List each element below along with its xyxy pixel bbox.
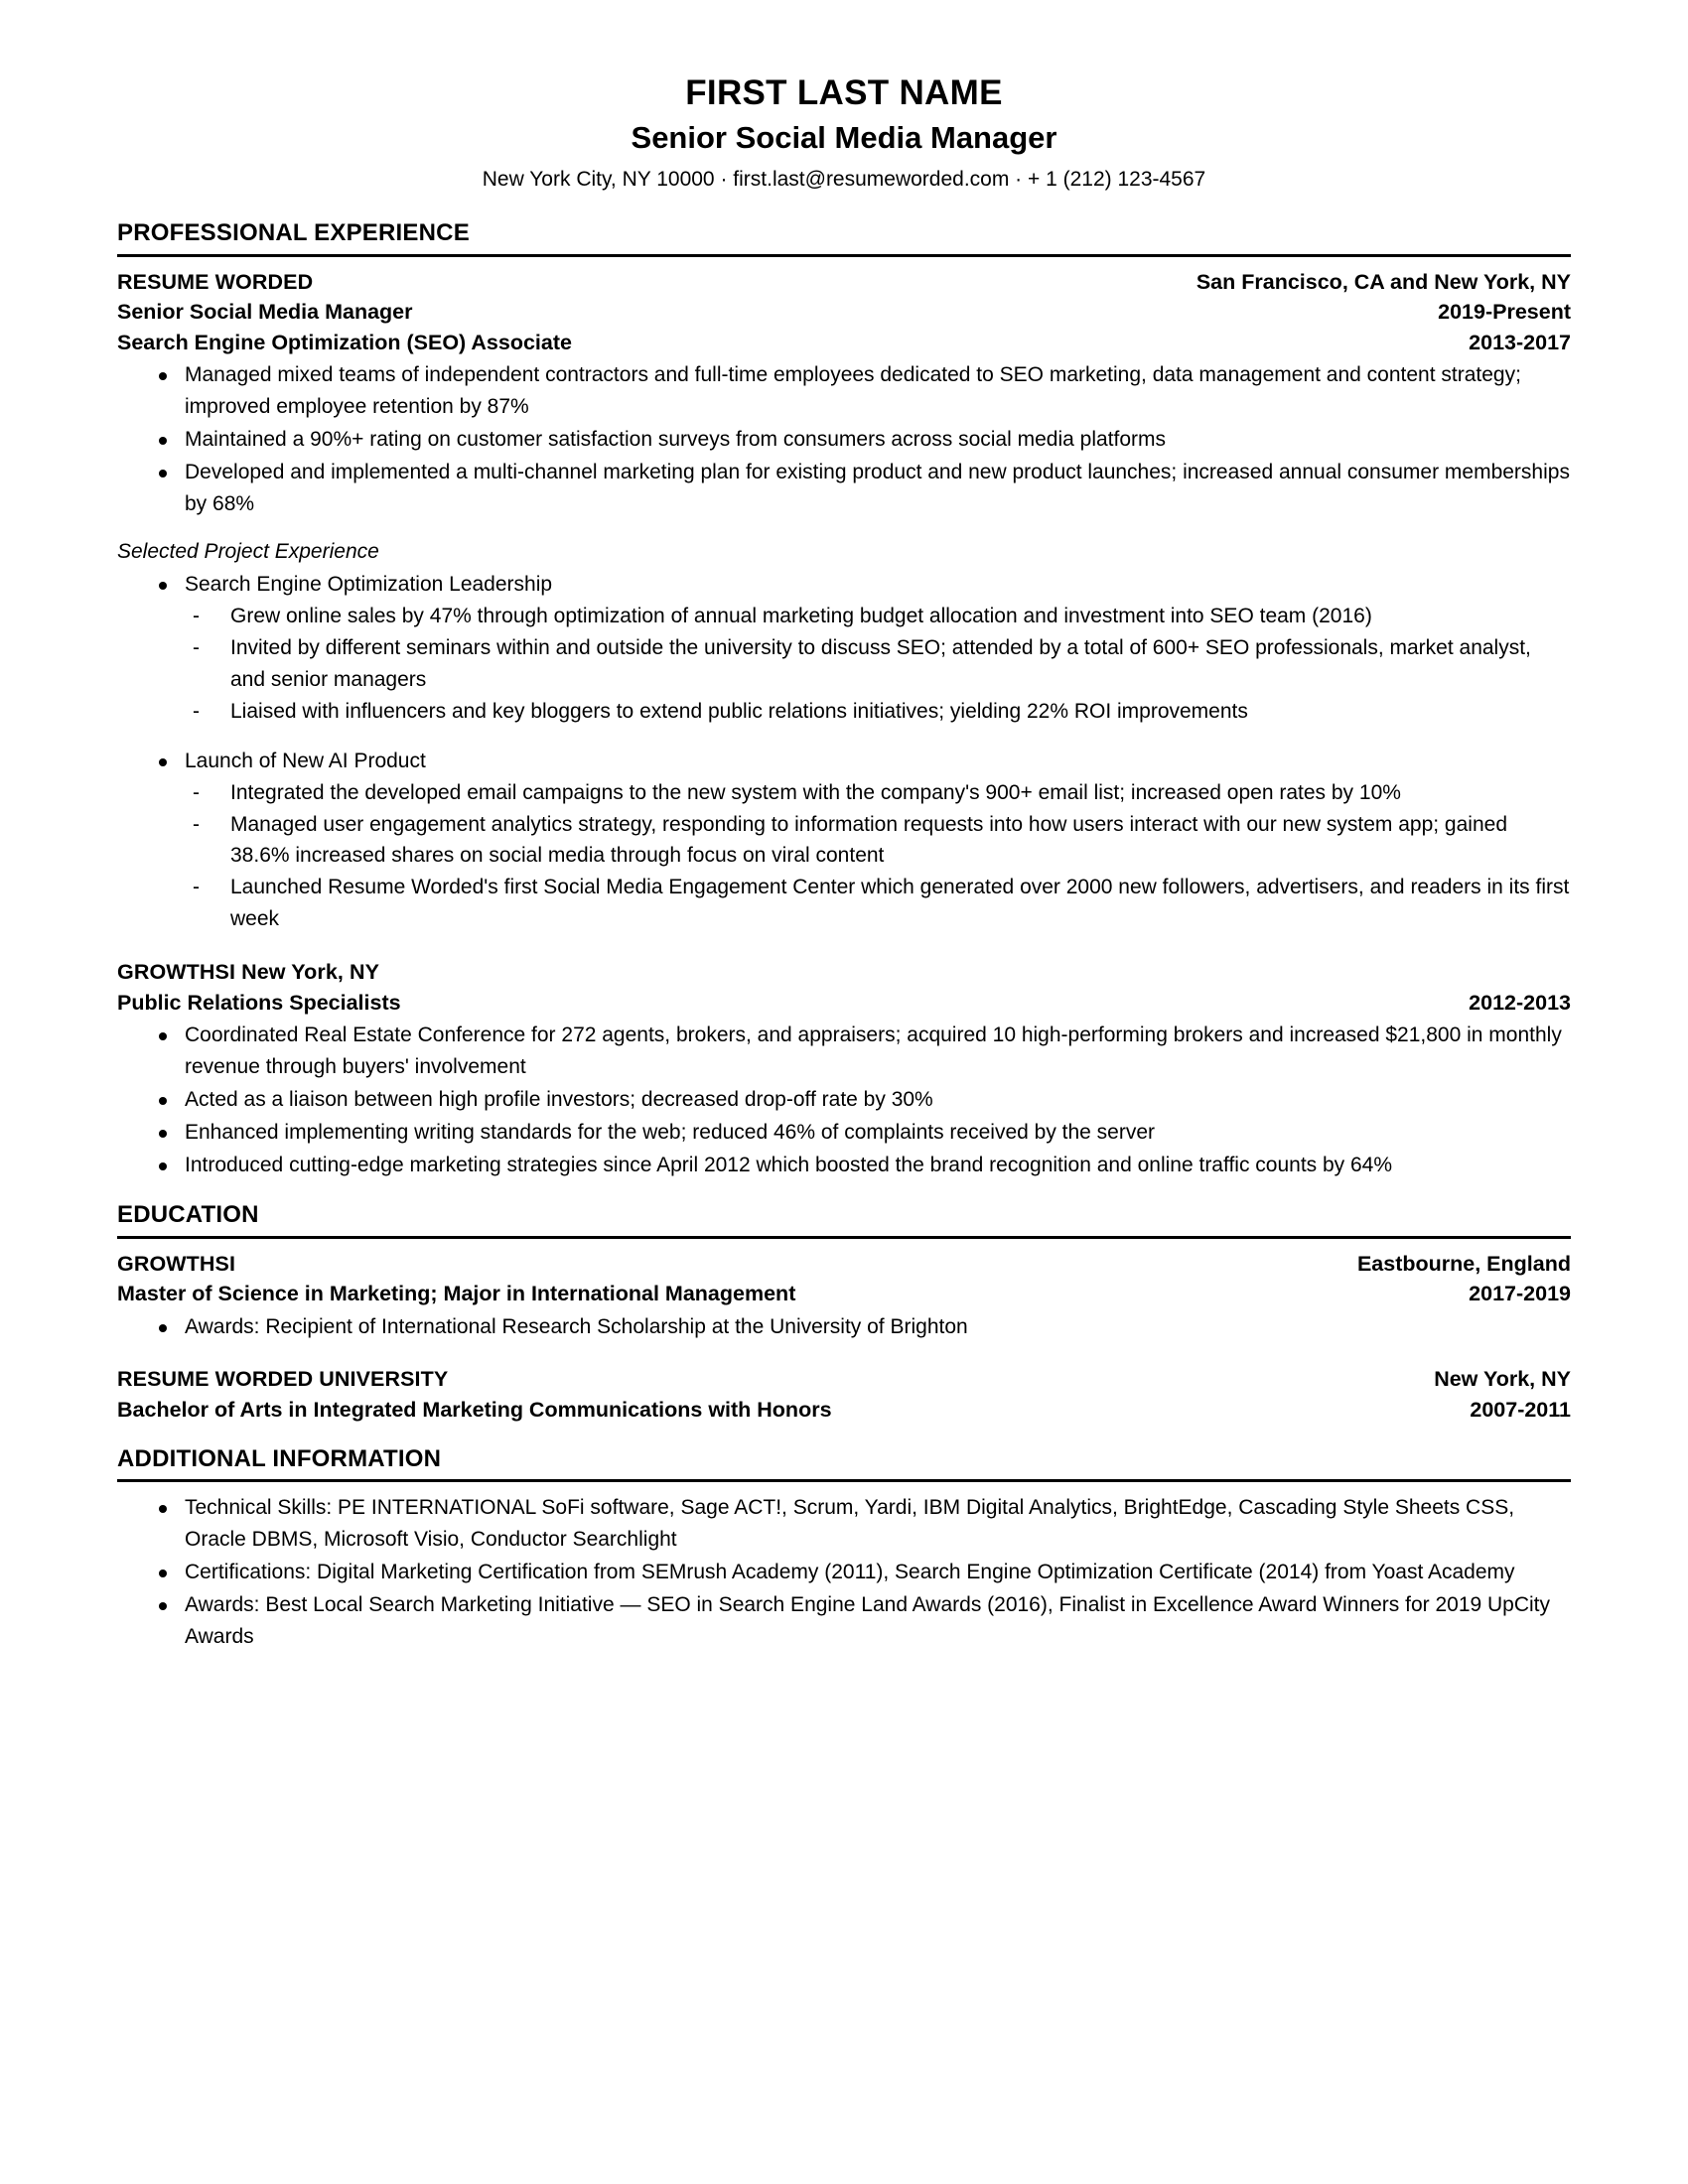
- experience-bullet-list: [117, 1020, 1571, 1181]
- education-dates: 2007-2011: [1470, 1398, 1571, 1422]
- experience-role-dates: 2013-2017: [1469, 330, 1571, 354]
- experience-company-row: [117, 267, 1571, 298]
- candidate-name: FIRST LAST NAME: [685, 73, 1003, 112]
- experience-company-name: GROWTHSI New York, NY: [117, 960, 380, 985]
- education-entry: [117, 1249, 1571, 1343]
- project-group: [117, 746, 1571, 935]
- resume-header: [117, 71, 1571, 194]
- experience-role-title: Senior Social Media Manager: [117, 300, 413, 325]
- list-item: Awards: Recipient of International Research Scholarship at the University of Brighton: [117, 1311, 1571, 1343]
- education-school-row: [117, 1364, 1571, 1395]
- project-sub-list: [185, 777, 1571, 936]
- section-additional-information: [117, 1445, 1571, 1653]
- experience-company-name: RESUME WORDED: [117, 269, 314, 294]
- list-item: Certifications: Digital Marketing Certification from SEMrush Academy (2011), Search Engine Optimization Certificate (2014) from Yoast Academy: [117, 1557, 1571, 1588]
- experience-entry: [117, 957, 1571, 1181]
- project-group: [117, 569, 1571, 728]
- section-title-experience: PROFESSIONAL EXPERIENCE: [117, 219, 1571, 257]
- experience-entry: [117, 267, 1571, 936]
- education-school-location: Eastbourne, England: [1356, 1251, 1571, 1276]
- experience-role-row: [117, 988, 1571, 1019]
- education-bullet-list: [117, 1311, 1571, 1343]
- section-education: [117, 1201, 1571, 1426]
- education-degree-row: [117, 1395, 1571, 1426]
- list-item: [117, 746, 1571, 935]
- experience-role-title: Public Relations Specialists: [117, 990, 401, 1015]
- experience-company-location: San Francisco, CA and New York, NY: [1196, 269, 1571, 294]
- list-item: Introduced cutting-edge marketing strategies since April 2012 which boosted the brand recognition and online traffic counts by 64%: [117, 1150, 1571, 1181]
- section-title-education: EDUCATION: [117, 1201, 1571, 1239]
- experience-role-row: [117, 328, 1571, 358]
- contact-info-line: New York City, NY 10000 · first.last@resumeworded.com · + 1 (212) 123-4567: [482, 167, 1206, 191]
- education-school-name: GROWTHSI: [117, 1251, 236, 1276]
- experience-role-row: [117, 297, 1571, 328]
- education-school-name: RESUME WORDED UNIVERSITY: [117, 1367, 449, 1392]
- education-degree-row: [117, 1279, 1571, 1309]
- education-degree: Master of Science in Marketing; Major in International Management: [117, 1282, 796, 1306]
- list-item: - Grew online sales by 47% through optimization of annual marketing budget allocation and investment into SEO team (2016): [185, 601, 1571, 632]
- list-item: Developed and implemented a multi-channel marketing plan for existing product and new product launches; increased annual consumer memberships by 68%: [117, 457, 1571, 520]
- list-item: Managed mixed teams of independent contractors and full-time employees dedicated to SEO marketing, data management and content strategy; improved employee retention by 87%: [117, 359, 1571, 423]
- section-professional-experience: [117, 219, 1571, 1181]
- experience-role-dates: 2019-Present: [1438, 300, 1571, 325]
- list-item: Enhanced implementing writing standards for the web; reduced 46% of complaints received by the server: [117, 1117, 1571, 1149]
- list-item: - Integrated the developed email campaigns to the new system with the company's 900+ email list; increased open rates by 10%: [185, 777, 1571, 809]
- section-title-additional: ADDITIONAL INFORMATION: [117, 1445, 1571, 1483]
- project-name: Search Engine Optimization Leadership: [185, 573, 553, 597]
- project-sub-list: [185, 601, 1571, 728]
- list-item: Maintained a 90%+ rating on customer satisfaction surveys from consumers across social media platforms: [117, 424, 1571, 456]
- project-bullet-list: [117, 746, 1571, 935]
- project-name: Launch of New AI Product: [185, 749, 426, 772]
- experience-company-row: [117, 957, 1571, 988]
- experience-role-title: Search Engine Optimization (SEO) Associate: [117, 330, 572, 354]
- experience-role-dates: 2012-2013: [1469, 990, 1571, 1015]
- education-dates: 2017-2019: [1469, 1282, 1571, 1306]
- selected-project-experience-label: Selected Project Experience: [117, 539, 379, 563]
- experience-bullet-list: [117, 359, 1571, 520]
- project-bullet-list: [117, 569, 1571, 728]
- education-degree: Bachelor of Arts in Integrated Marketing Communications with Honors: [117, 1398, 832, 1422]
- list-item: Coordinated Real Estate Conference for 272 agents, brokers, and appraisers; acquired 10 high-performing brokers and increased $21,800 in monthly revenue through buyers' involvement: [117, 1020, 1571, 1083]
- education-entry: [117, 1364, 1571, 1425]
- list-item: - Managed user engagement analytics strategy, responding to information requests into how users interact with our new system app; gained 38.6% increased shares on social media through focus on viral content: [185, 809, 1571, 873]
- candidate-job-title: Senior Social Media Manager: [631, 119, 1057, 155]
- list-item: [117, 569, 1571, 728]
- list-item: - Liaised with influencers and key bloggers to extend public relations initiatives; yielding 22% ROI improvements: [185, 696, 1571, 728]
- education-school-row: [117, 1249, 1571, 1280]
- list-item: - Invited by different seminars within and outside the university to discuss SEO; attended by a total of 600+ SEO professionals, market analyst, and senior managers: [185, 632, 1571, 696]
- list-item: Acted as a liaison between high profile investors; decreased drop-off rate by 30%: [117, 1084, 1571, 1116]
- list-item: - Launched Resume Worded's first Social Media Engagement Center which generated over 2000 new followers, advertisers, and readers in its first week: [185, 872, 1571, 935]
- education-school-location: New York, NY: [1434, 1367, 1571, 1392]
- list-item: Awards: Best Local Search Marketing Initiative — SEO in Search Engine Land Awards (2016), Finalist in Excellence Award Winners for 2019 UpCity Awards: [117, 1589, 1571, 1653]
- list-item: Technical Skills: PE INTERNATIONAL SoFi software, Sage ACT!, Scrum, Yardi, IBM Digital Analytics, BrightEdge, Cascading Style Sheets CSS, Oracle DBMS, Microsoft Visio, Conductor Searchlight: [117, 1492, 1571, 1556]
- additional-bullet-list: [117, 1492, 1571, 1653]
